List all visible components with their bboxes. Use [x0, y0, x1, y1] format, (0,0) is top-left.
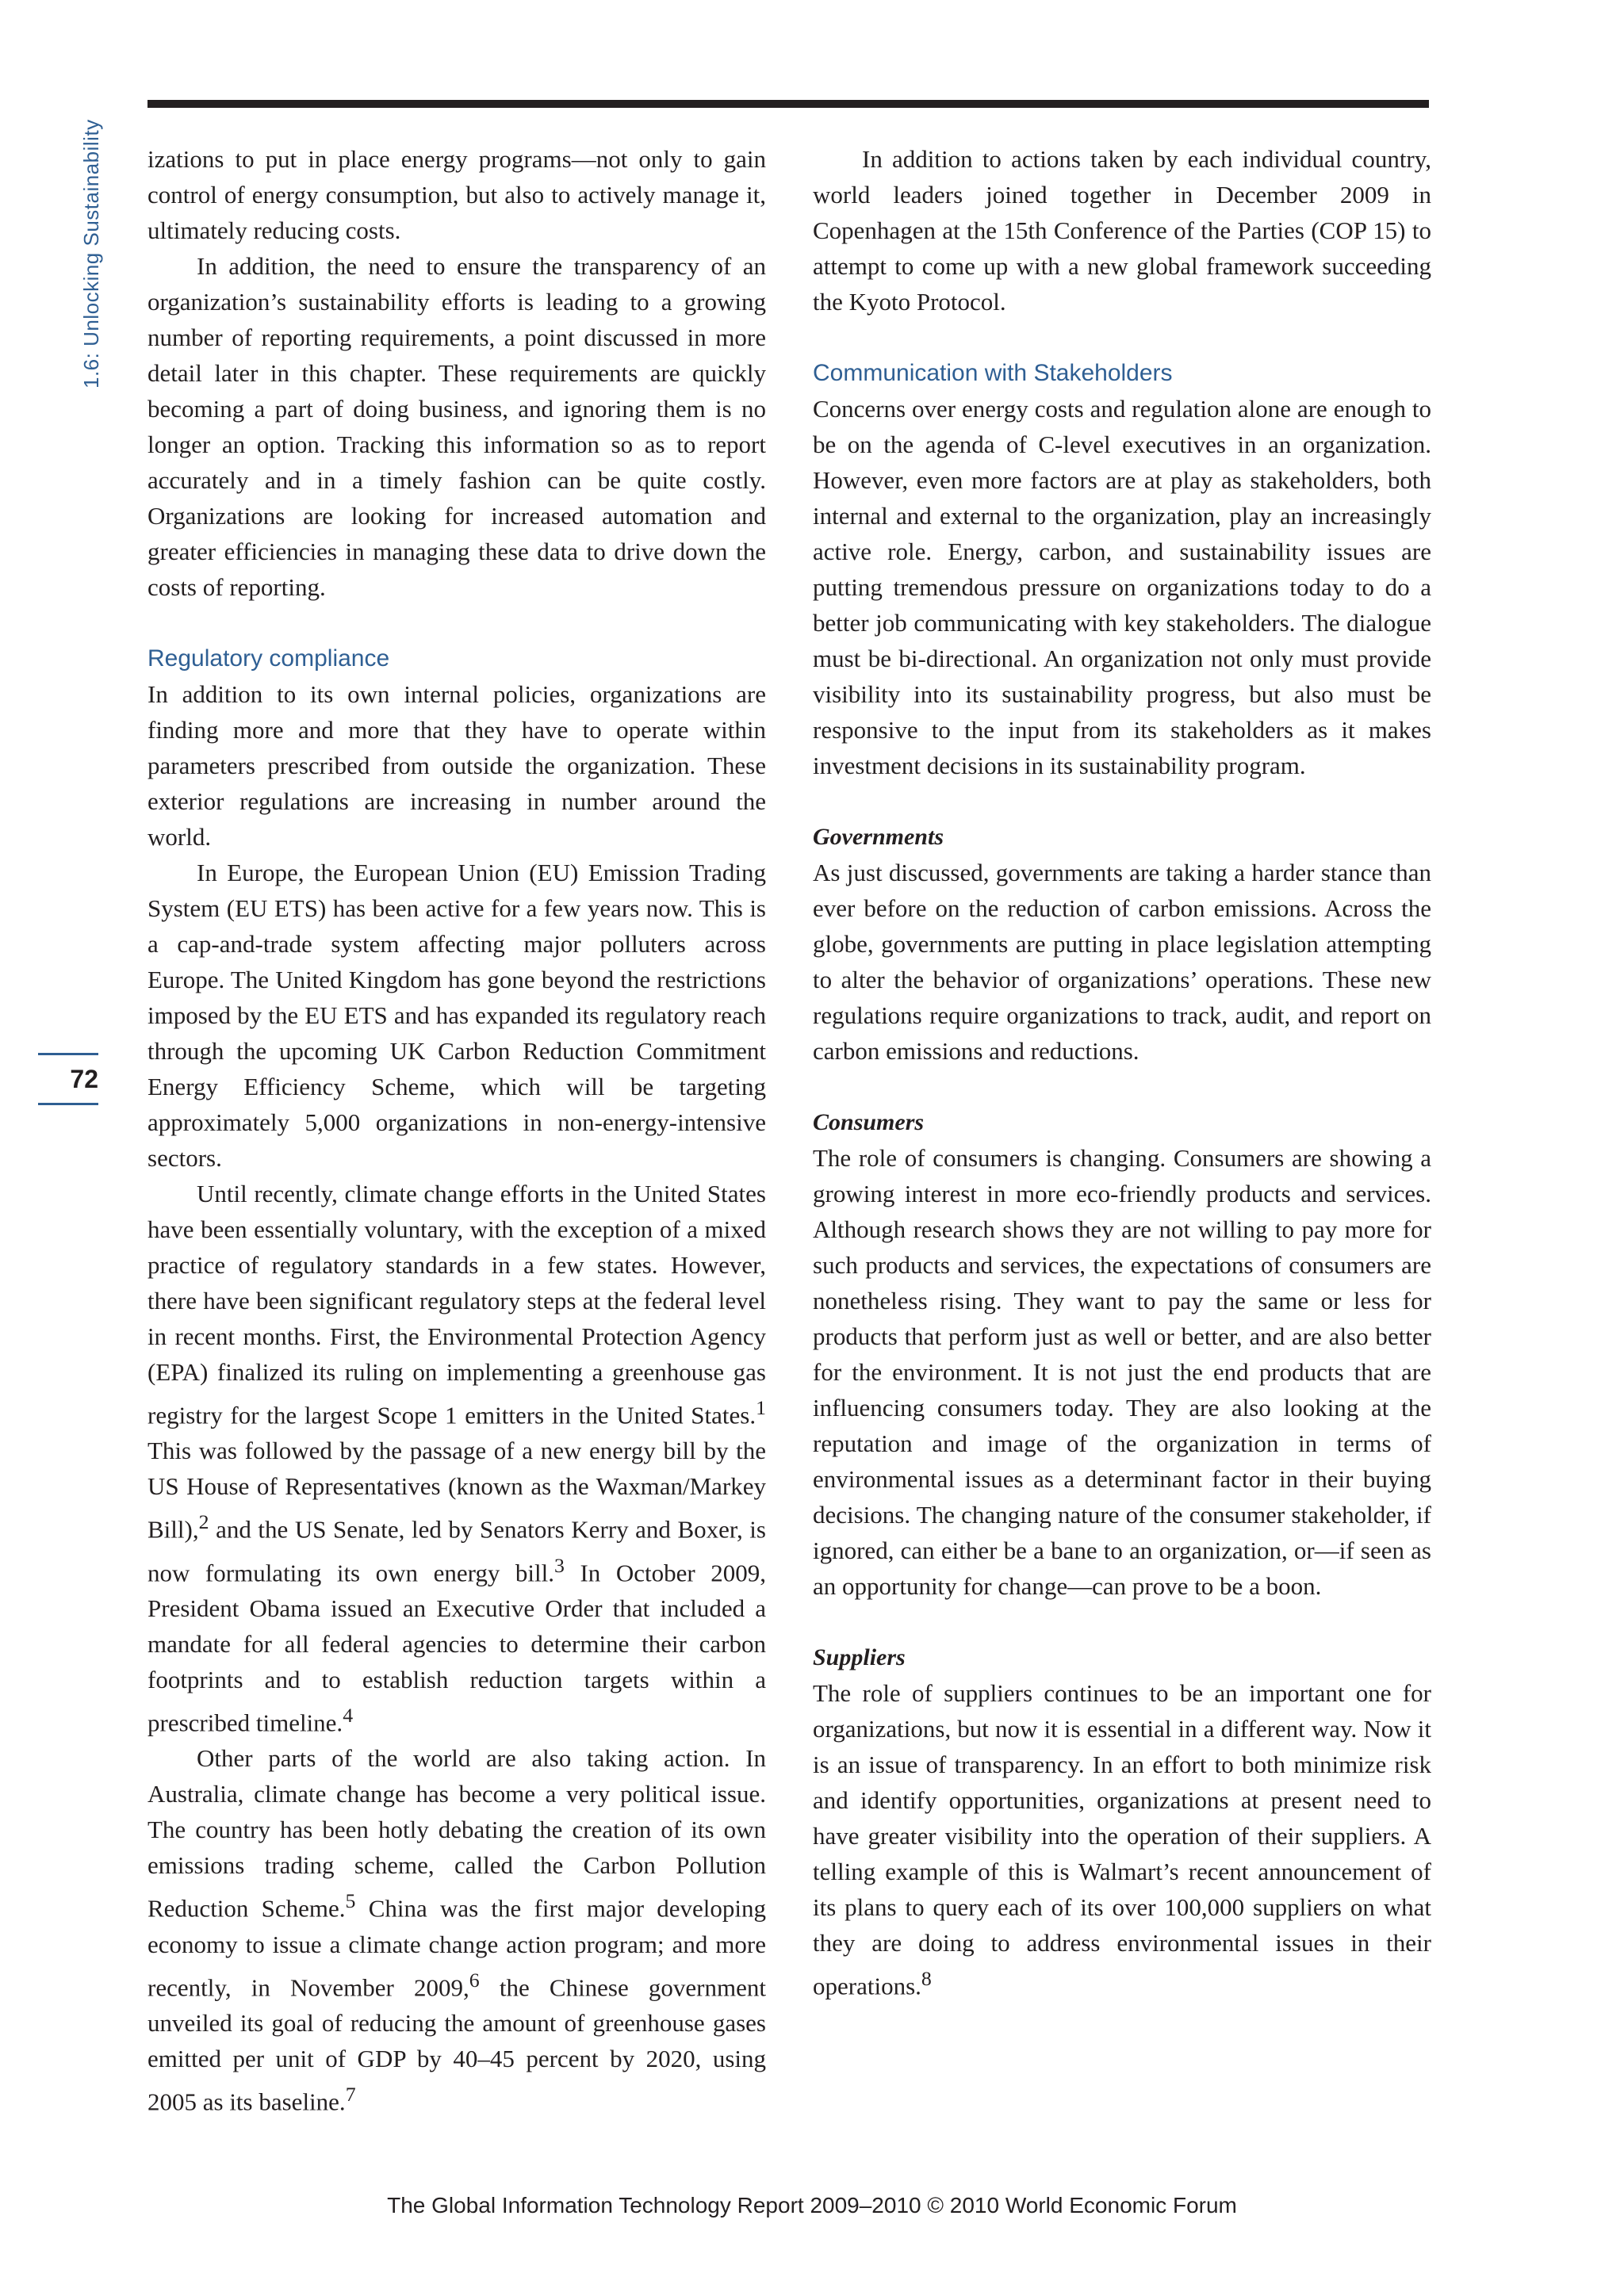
paragraph-stakeholders: Concerns over energy costs and regulation alone are enough to be on the agenda of C-level executives in an organization. However, even more factors are at play as stakeholders, both internal and external to the organization, play an increasingly active role. Energy, carbon, and sustainability issues are putting tremendous pressure on organizations today to do a better job communicating with key stakeholders. The dialogue must be bi-directional. An organization not only must provide visibility into its sustainability progress, but also must be responsive to the input from its stakeholders as it makes investment decisions in its sustainability program.	[813, 395, 1431, 779]
paragraph-consumers: The role of consumers is changing. Consumers are showing a growing interest in more eco-friendly products and services. Although research shows they are not willing to pay more for such products and services, the expectations of consumers are nonetheless rising. They want to pay the same or less for products that perform just as well or better, and are also better for the environment. It is not just the end products that are influencing consumers today. They are also looking at the reputation and image of the organization in terms of environmental issues as a determinant factor in their buying decisions. The changing nature of the consumer stakeholder, if ignored, can either be a bane to an organization, or—if seen as an opportunity for change—can prove to be a boon.	[813, 1144, 1431, 1600]
footnote-ref-8: 8	[921, 1967, 932, 1990]
page-number-rule-bottom	[38, 1103, 98, 1105]
footnote-ref-5: 5	[345, 1889, 356, 1913]
footnote-ref-6: 6	[469, 1968, 480, 1992]
heading-governments: Governments	[813, 824, 944, 850]
paragraph-suppliers: The role of suppliers continues to be an important one for organizations, but now it is essential in a different way. Now it is an issue of transparency. In an effort to both minimize risk and identify opportunities, organizations at present need to have greater visibility into the operation of their suppliers. A telling example of this is Walmart’s recent announcement of its plans to query each of its over 100,000 suppliers on what they are doing to address environmental issues in their operations.$^8$	[813, 1679, 1431, 2000]
footnote-ref-2: 2	[198, 1510, 209, 1534]
heading-suppliers: Suppliers	[813, 1644, 906, 1670]
paragraph-copenhagen: In addition to actions taken by each individual country, world leaders joined together in December 2009 in Copenhagen at the 15th Conference of the Parties (COP 15) to attempt to come up with a new global framework succeeding the Kyoto Protocol.	[813, 145, 1431, 316]
top-rule	[147, 100, 1429, 108]
footnote-ref-3: 3	[554, 1553, 565, 1577]
right-column	[813, 141, 1431, 2003]
footnote-ref-4: 4	[343, 1703, 354, 1727]
paragraph-regulations-intro: In addition to its own internal policies, organizations are finding more and more that they have to operate within parameters prescribed from outside the organization. These exterior regulations are increasing in number around the world.	[147, 680, 766, 851]
left-column	[147, 141, 766, 2119]
heading-consumers: Consumers	[813, 1109, 925, 1135]
paragraph-transparency: In addition, the need to ensure the transparency of an organization’s sustainability efforts is leading to a growing number of reporting requirements, a point discussed in more detail later in this chapter. These requirements are quickly becoming a part of doing business, and ignoring them is no longer an option. Tracking this information so as to report accurately and in a timely fashion can be quite costly. Organizations are looking for increased automation and greater efficiencies in managing these data to drive down the costs of reporting.	[147, 252, 766, 601]
page-number-block	[38, 1053, 98, 1105]
footnote-ref-7: 7	[345, 2082, 356, 2106]
paragraph-europe: In Europe, the European Union (EU) Emission Trading System (EU ETS) has been active for a few years now. This is a cap-and-trade system affecting major polluters across Europe. The United Kingdom has gone beyond the restrictions imposed by the EU ETS and has expanded its regulatory reach through the upcoming UK Carbon Reduction Commitment Energy Efficiency Scheme, which will be targeting approximately 5,000 organizations in non-energy-intensive sectors.	[147, 859, 766, 1172]
page-footer: The Global Information Technology Report 2009–2010 © 2010 World Economic Forum	[387, 2193, 1237, 2218]
paragraph-other-parts: Other parts of the world are also taking action. In Australia, climate change has become a very political issue. The country has been hotly debating the creation of its own emissions trading scheme, called the Carbon Pollution Reduction Scheme.$^5$ China was the first major developing economy to issue a climate change action program; and more recently, in November 2009,$^6$ the Chinese government unveiled its goal of reducing the amount of greenhouse gases emitted per unit of GDP by 40–45 percent by 2020, using 2005 as its baseline.$^7$	[147, 1744, 766, 2116]
heading-communication-stakeholders: Communication with Stakeholders	[813, 360, 1173, 386]
footnote-ref-1: 1	[756, 1396, 766, 1419]
paragraph-energy-programs: izations to put in place energy programs—not only to gain control of energy consumption, but also to actively manage it, ultimately reducing costs.	[147, 145, 766, 244]
paragraph-united-states: Until recently, climate change efforts in the United States have been essentially voluntary, with the exception of a mixed practice of regulatory standards in a few states. However, there have been significant regulatory steps at the federal level in recent months. First, the Environmental Protection Agency (EPA) finalized its ruling on implementing a greenhouse gas registry for the largest Scope 1 emitters in the United States.$^1$ This was followed by the passage of a new energy bill by the US House of Representatives (known as the Waxman/Markey Bill),$^2$ and the US Senate, led by Senators Kerry and Boxer, is now formulating its own energy bill.$^3$ In October 2009, President Obama issued an Executive Order that included a mandate for all federal agencies to determine their carbon footprints and to establish reduction targets within a prescribed timeline.$^4$	[147, 1180, 766, 1737]
running-section-title: 1.6: Unlocking Sustainability	[79, 119, 103, 388]
page-number: 72	[70, 1065, 98, 1093]
paragraph-governments: As just discussed, governments are taking a harder stance than ever before on the reduction of carbon emissions. Across the globe, governments are putting in place legislation attempting to alter the behavior of organizations’ operations. These new regulations require organizations to track, audit, and report on carbon emissions and reductions.	[813, 859, 1431, 1065]
heading-regulatory-compliance: Regulatory compliance	[147, 645, 390, 672]
